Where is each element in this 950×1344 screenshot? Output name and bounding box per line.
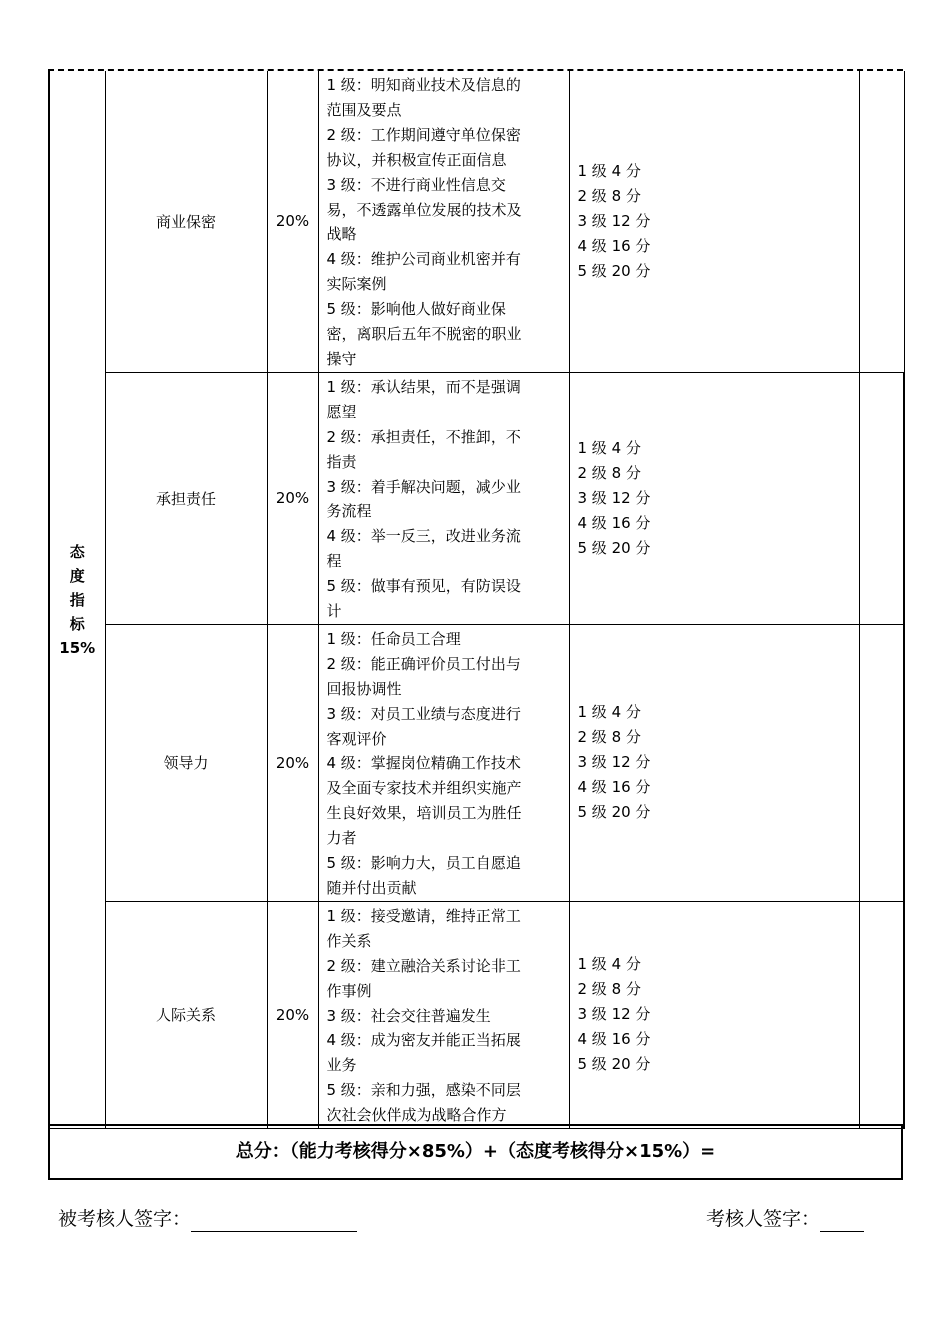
score-level: 4 级 16 分 <box>577 236 651 255</box>
score-level: 4 级 16 分 <box>577 1030 651 1049</box>
description-line: 愿望 <box>326 402 357 421</box>
table-row <box>49 624 904 901</box>
description-line: 1 级：接受邀请，维持正常工 <box>326 906 521 925</box>
score-input-cell <box>859 901 904 1128</box>
description-line: 5 级：做事有预见，有防误设 <box>326 577 521 596</box>
table-row <box>49 901 904 1128</box>
score-level: 3 级 12 分 <box>577 211 651 230</box>
description-line: 1 级：任命员工合理 <box>326 629 461 648</box>
description-line: 次社会伙伴成为战略合作方 <box>326 1106 507 1125</box>
description-line: 指责 <box>326 452 357 471</box>
assessee-signature-line[interactable] <box>191 1209 357 1232</box>
level-description <box>318 901 569 1128</box>
description-line: 作关系 <box>326 931 372 950</box>
score-level: 2 级 8 分 <box>577 463 641 482</box>
description-line: 及全面专家技术并组织实施产 <box>326 779 522 798</box>
score-level: 2 级 8 分 <box>577 186 641 205</box>
score-level: 2 级 8 分 <box>577 728 641 747</box>
description-line: 4 级：维护公司商业机密并有 <box>326 250 521 269</box>
level-scores <box>569 71 859 372</box>
score-input-cell <box>859 624 904 901</box>
assessor-signature <box>706 1206 864 1232</box>
level-description <box>318 71 569 372</box>
score-level: 1 级 4 分 <box>577 955 641 974</box>
description-line: 操守 <box>326 349 357 368</box>
indicator-weight: 20% <box>267 71 318 372</box>
description-line: 业务 <box>326 1056 357 1075</box>
attitude-indicator-table <box>48 71 905 1129</box>
score-level: 2 级 8 分 <box>577 980 641 999</box>
indicator-name: 人际关系 <box>105 901 267 1128</box>
level-scores <box>569 372 859 624</box>
description-line: 1 级：承认结果，而不是强调 <box>326 377 521 396</box>
category-char: 标 <box>69 614 85 633</box>
total-score-formula: 总分：（能力考核得分×85%）+（态度考核得分×15%）= <box>48 1124 903 1180</box>
description-line: 实际案例 <box>326 275 387 294</box>
score-input-cell <box>859 71 904 372</box>
description-line: 2 级：工作期间遵守单位保密 <box>326 125 521 144</box>
description-line: 3 级：不进行商业性信息交 <box>326 175 506 194</box>
description-line: 务流程 <box>326 502 372 521</box>
description-line: 随并付出贡献 <box>326 879 417 897</box>
description-line: 4 级：掌握岗位精确工作技术 <box>326 754 521 773</box>
category-char: 度 <box>69 566 85 585</box>
assessor-signature-label: 考核人签字： <box>706 1208 821 1230</box>
score-level: 3 级 12 分 <box>577 1005 651 1024</box>
score-level: 4 级 16 分 <box>577 513 651 532</box>
description-line: 4 级：举一反三，改进业务流 <box>326 527 521 546</box>
category-char: 指 <box>69 590 85 609</box>
indicator-name: 商业保密 <box>105 71 267 372</box>
description-line: 程 <box>326 552 342 571</box>
description-line: 3 级：社会交往普遍发生 <box>326 1006 491 1025</box>
description-line: 3 级：对员工业绩与态度进行 <box>326 704 521 723</box>
assessor-signature-line[interactable] <box>820 1209 864 1232</box>
description-line: 范围及要点 <box>326 100 402 119</box>
score-level: 4 级 16 分 <box>577 778 651 797</box>
description-line: 计 <box>326 602 342 621</box>
description-line: 客观评价 <box>326 729 387 748</box>
score-level: 5 级 20 分 <box>577 538 651 557</box>
description-line: 易，不透露单位发展的技术及 <box>326 200 522 219</box>
indicator-weight: 20% <box>267 901 318 1128</box>
description-line: 2 级：建立融洽关系讨论非工 <box>326 956 521 975</box>
description-line: 协议，并积极宣传正面信息 <box>326 150 507 169</box>
score-level: 1 级 4 分 <box>577 438 641 457</box>
description-line: 5 级：影响力大，员工自愿追 <box>326 854 521 873</box>
description-line: 战略 <box>326 225 357 244</box>
score-level: 1 级 4 分 <box>577 703 641 722</box>
indicator-weight: 20% <box>267 624 318 901</box>
level-description <box>318 372 569 624</box>
description-line: 力者 <box>326 829 357 848</box>
category-cell <box>49 71 105 1129</box>
description-line: 1 级：明知商业技术及信息的 <box>326 76 521 94</box>
description-line: 5 级：影响他人做好商业保 <box>326 300 506 319</box>
description-line: 4 级：成为密友并能正当拓展 <box>326 1031 521 1050</box>
assessee-signature <box>58 1206 357 1232</box>
level-scores <box>569 624 859 901</box>
score-level: 1 级 4 分 <box>577 161 641 180</box>
score-level: 5 级 20 分 <box>577 261 651 280</box>
table-row <box>49 71 904 372</box>
category-char: 态 <box>69 542 85 561</box>
indicator-name: 承担责任 <box>105 372 267 624</box>
table-row <box>49 372 904 624</box>
indicator-name: 领导力 <box>105 624 267 901</box>
description-line: 密，离职后五年不脱密的职业 <box>326 325 522 344</box>
description-line: 2 级：能正确评价员工付出与 <box>326 654 521 673</box>
score-level: 3 级 12 分 <box>577 488 651 507</box>
level-description <box>318 624 569 901</box>
score-level: 5 级 20 分 <box>577 1055 651 1074</box>
description-line: 5 级：亲和力强，感染不同层 <box>326 1081 521 1100</box>
score-input-cell <box>859 372 904 624</box>
score-level: 5 级 20 分 <box>577 803 651 822</box>
description-line: 3 级：着手解决问题，减少业 <box>326 477 521 496</box>
score-level: 3 级 12 分 <box>577 753 651 772</box>
description-line: 回报协调性 <box>326 679 402 698</box>
level-scores <box>569 901 859 1128</box>
indicator-weight: 20% <box>267 372 318 624</box>
description-line: 2 级：承担责任，不推卸，不 <box>326 427 521 446</box>
category-weight: 15% <box>59 638 96 657</box>
description-line: 生良好效果，培训员工为胜任 <box>326 804 522 823</box>
description-line: 作事例 <box>326 981 372 1000</box>
assessee-signature-label: 被考核人签字： <box>58 1208 192 1230</box>
